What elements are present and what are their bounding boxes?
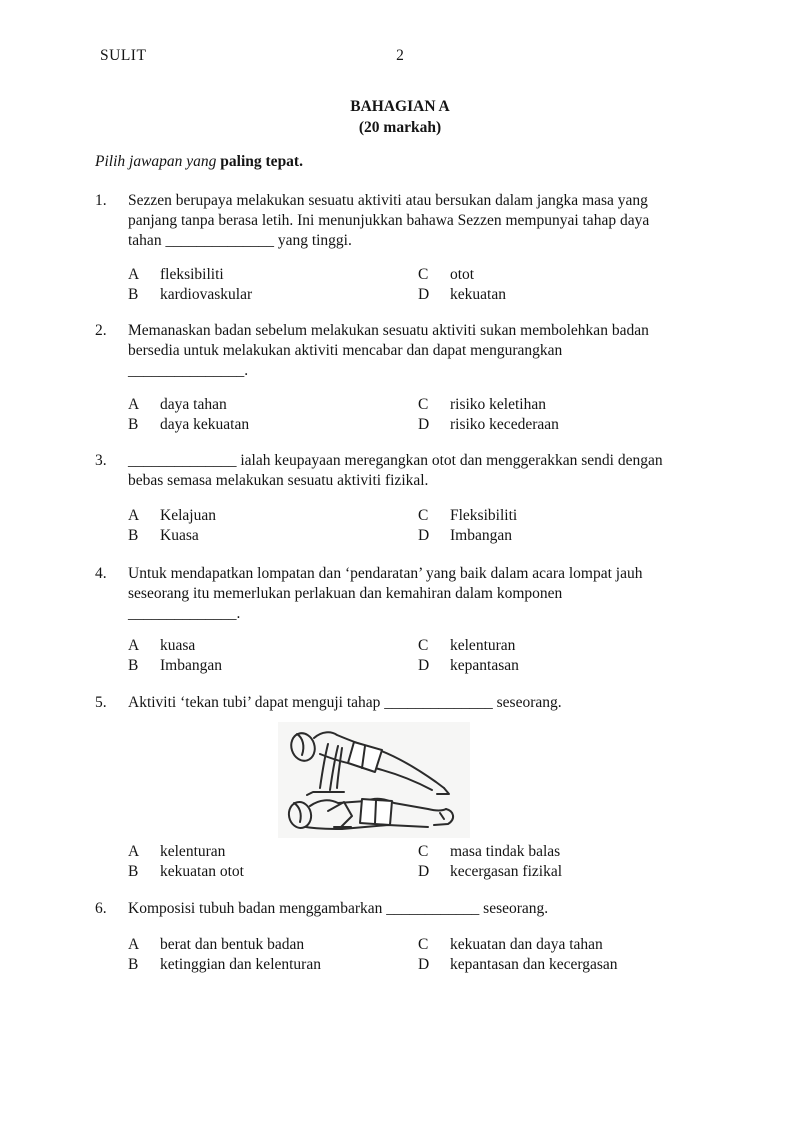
option-d bbox=[418, 862, 730, 882]
option-d bbox=[418, 656, 730, 676]
option-label: kepantasan dan kecergasan bbox=[450, 956, 618, 973]
option-c bbox=[418, 636, 730, 656]
option-letter: D bbox=[418, 657, 430, 674]
question-body bbox=[128, 899, 730, 975]
option-letter: D bbox=[418, 286, 430, 303]
instruction-italic: Pilih jawapan yang bbox=[95, 153, 221, 170]
options-grid bbox=[128, 935, 730, 975]
option-letter: C bbox=[418, 266, 429, 283]
option-label: kecergasan fizikal bbox=[450, 863, 563, 880]
option-a bbox=[128, 265, 418, 285]
option-d bbox=[418, 526, 730, 546]
option-c bbox=[418, 935, 730, 955]
option-b bbox=[128, 656, 418, 676]
option-label: Imbangan bbox=[160, 657, 222, 674]
question-body bbox=[128, 321, 730, 435]
option-d bbox=[418, 415, 730, 435]
confidential-label: SULIT bbox=[100, 47, 147, 64]
option-label: daya kekuatan bbox=[160, 416, 250, 433]
question-body bbox=[128, 564, 730, 676]
option-letter: D bbox=[418, 416, 430, 433]
option-letter: A bbox=[128, 396, 140, 413]
question-text-line: panjang tanpa berasa letih. Ini menunjukkan bahawa Sezzen mempunyai tahap daya bbox=[128, 212, 650, 229]
option-label: risiko kecederaan bbox=[450, 416, 559, 433]
question-body bbox=[128, 451, 730, 546]
option-label: Fleksibiliti bbox=[450, 507, 518, 524]
options-grid bbox=[128, 265, 730, 305]
options-grid bbox=[128, 395, 730, 435]
option-letter: B bbox=[128, 416, 139, 433]
option-label: kepantasan bbox=[450, 657, 519, 674]
question-text-line: _______________. bbox=[128, 362, 249, 379]
instruction-bold: paling tepat. bbox=[220, 153, 303, 170]
question-number: 2. bbox=[95, 322, 107, 339]
option-label: kekuatan bbox=[450, 286, 506, 303]
option-b bbox=[128, 955, 418, 975]
option-label: fleksibiliti bbox=[160, 266, 224, 283]
section-title: BAHAGIAN A bbox=[350, 98, 450, 115]
option-letter: A bbox=[128, 507, 140, 524]
question-text-line: Untuk mendapatkan lompatan dan ‘pendaratan’ yang baik dalam acara lompat jauh bbox=[128, 565, 643, 582]
option-a bbox=[128, 506, 418, 526]
question-body bbox=[128, 191, 730, 305]
question-1 bbox=[0, 191, 800, 305]
question-text-line: Sezzen berupaya melakukan sesuatu aktiviti atau bersukan dalam jangka masa yang bbox=[128, 192, 648, 209]
page-number: 2 bbox=[396, 47, 404, 64]
question-text-line: ______________ ialah keupayaan meregangkan otot dan menggerakkan sendi dengan bbox=[128, 452, 663, 469]
instruction-line bbox=[0, 152, 800, 172]
question-4 bbox=[0, 564, 800, 676]
option-a bbox=[128, 935, 418, 955]
question-text-line: ______________. bbox=[128, 605, 241, 622]
option-d bbox=[418, 955, 730, 975]
option-c bbox=[418, 506, 730, 526]
option-label: otot bbox=[450, 266, 475, 283]
option-b bbox=[128, 415, 418, 435]
option-label: kuasa bbox=[160, 637, 196, 654]
question-number: 4. bbox=[95, 565, 107, 582]
question-text-line: Komposisi tubuh badan menggambarkan ____________ seseorang. bbox=[128, 900, 549, 917]
option-a bbox=[128, 636, 418, 656]
option-letter: A bbox=[128, 936, 140, 953]
option-label: risiko keletihan bbox=[450, 396, 546, 413]
question-number: 5. bbox=[95, 694, 107, 711]
option-letter: C bbox=[418, 843, 429, 860]
option-c bbox=[418, 395, 730, 415]
option-letter: A bbox=[128, 637, 140, 654]
option-label: Imbangan bbox=[450, 527, 512, 544]
section-marks: (20 markah) bbox=[358, 119, 442, 136]
option-letter: D bbox=[418, 863, 430, 880]
option-label: daya tahan bbox=[160, 396, 227, 413]
option-letter: D bbox=[418, 527, 430, 544]
option-letter: B bbox=[128, 527, 139, 544]
options-grid bbox=[128, 506, 730, 546]
question-number: 1. bbox=[95, 192, 107, 209]
question-text-line: seseorang itu memerlukan perlakuan dan kemahiran dalam komponen bbox=[128, 585, 563, 602]
option-letter: C bbox=[418, 637, 429, 654]
option-b bbox=[128, 285, 418, 305]
option-label: Kuasa bbox=[160, 527, 199, 544]
question-text-line: Memanaskan badan sebelum melakukan sesuatu aktiviti sukan membolehkan badan bbox=[128, 322, 649, 339]
option-letter: A bbox=[128, 843, 140, 860]
question-text-line: bersedia untuk melakukan aktiviti mencabar dan dapat mengurangkan bbox=[128, 342, 563, 359]
question-6 bbox=[0, 899, 800, 975]
question-text-line: Aktiviti ‘tekan tubi’ dapat menguji tahap ______________ seseorang. bbox=[128, 694, 562, 711]
option-b bbox=[128, 526, 418, 546]
option-label: ketinggian dan kelenturan bbox=[160, 956, 321, 973]
section-title-block bbox=[0, 96, 800, 138]
question-number: 6. bbox=[95, 900, 107, 917]
options-grid bbox=[128, 842, 730, 882]
option-letter: B bbox=[128, 956, 139, 973]
option-c bbox=[418, 842, 730, 862]
question-number: 3. bbox=[95, 452, 107, 469]
option-letter: C bbox=[418, 507, 429, 524]
option-d bbox=[418, 285, 730, 305]
option-letter: C bbox=[418, 936, 429, 953]
option-a bbox=[128, 395, 418, 415]
option-label: kardiovaskular bbox=[160, 286, 253, 303]
question-body bbox=[128, 693, 730, 882]
option-label: kekuatan dan daya tahan bbox=[450, 936, 603, 953]
option-letter: C bbox=[418, 396, 429, 413]
question-text-line: bebas semasa melakukan sesuatu aktiviti fizikal. bbox=[128, 472, 429, 489]
question-2 bbox=[0, 321, 800, 435]
option-label: masa tindak balas bbox=[450, 843, 561, 860]
option-label: kelenturan bbox=[160, 843, 226, 860]
option-a bbox=[128, 842, 418, 862]
page-header bbox=[0, 0, 800, 66]
option-letter: B bbox=[128, 286, 139, 303]
pushup-illustration bbox=[278, 722, 470, 838]
option-label: Kelajuan bbox=[160, 507, 216, 524]
question-text-line: tahan ______________ yang tinggi. bbox=[128, 232, 352, 249]
option-label: kekuatan otot bbox=[160, 863, 244, 880]
option-letter: D bbox=[418, 956, 430, 973]
option-letter: B bbox=[128, 863, 139, 880]
option-label: berat dan bentuk badan bbox=[160, 936, 305, 953]
option-letter: A bbox=[128, 266, 140, 283]
option-c bbox=[418, 265, 730, 285]
options-grid bbox=[128, 636, 730, 676]
question-5 bbox=[0, 693, 800, 882]
question-3 bbox=[0, 451, 800, 546]
option-b bbox=[128, 862, 418, 882]
option-label: kelenturan bbox=[450, 637, 516, 654]
option-letter: B bbox=[128, 657, 139, 674]
